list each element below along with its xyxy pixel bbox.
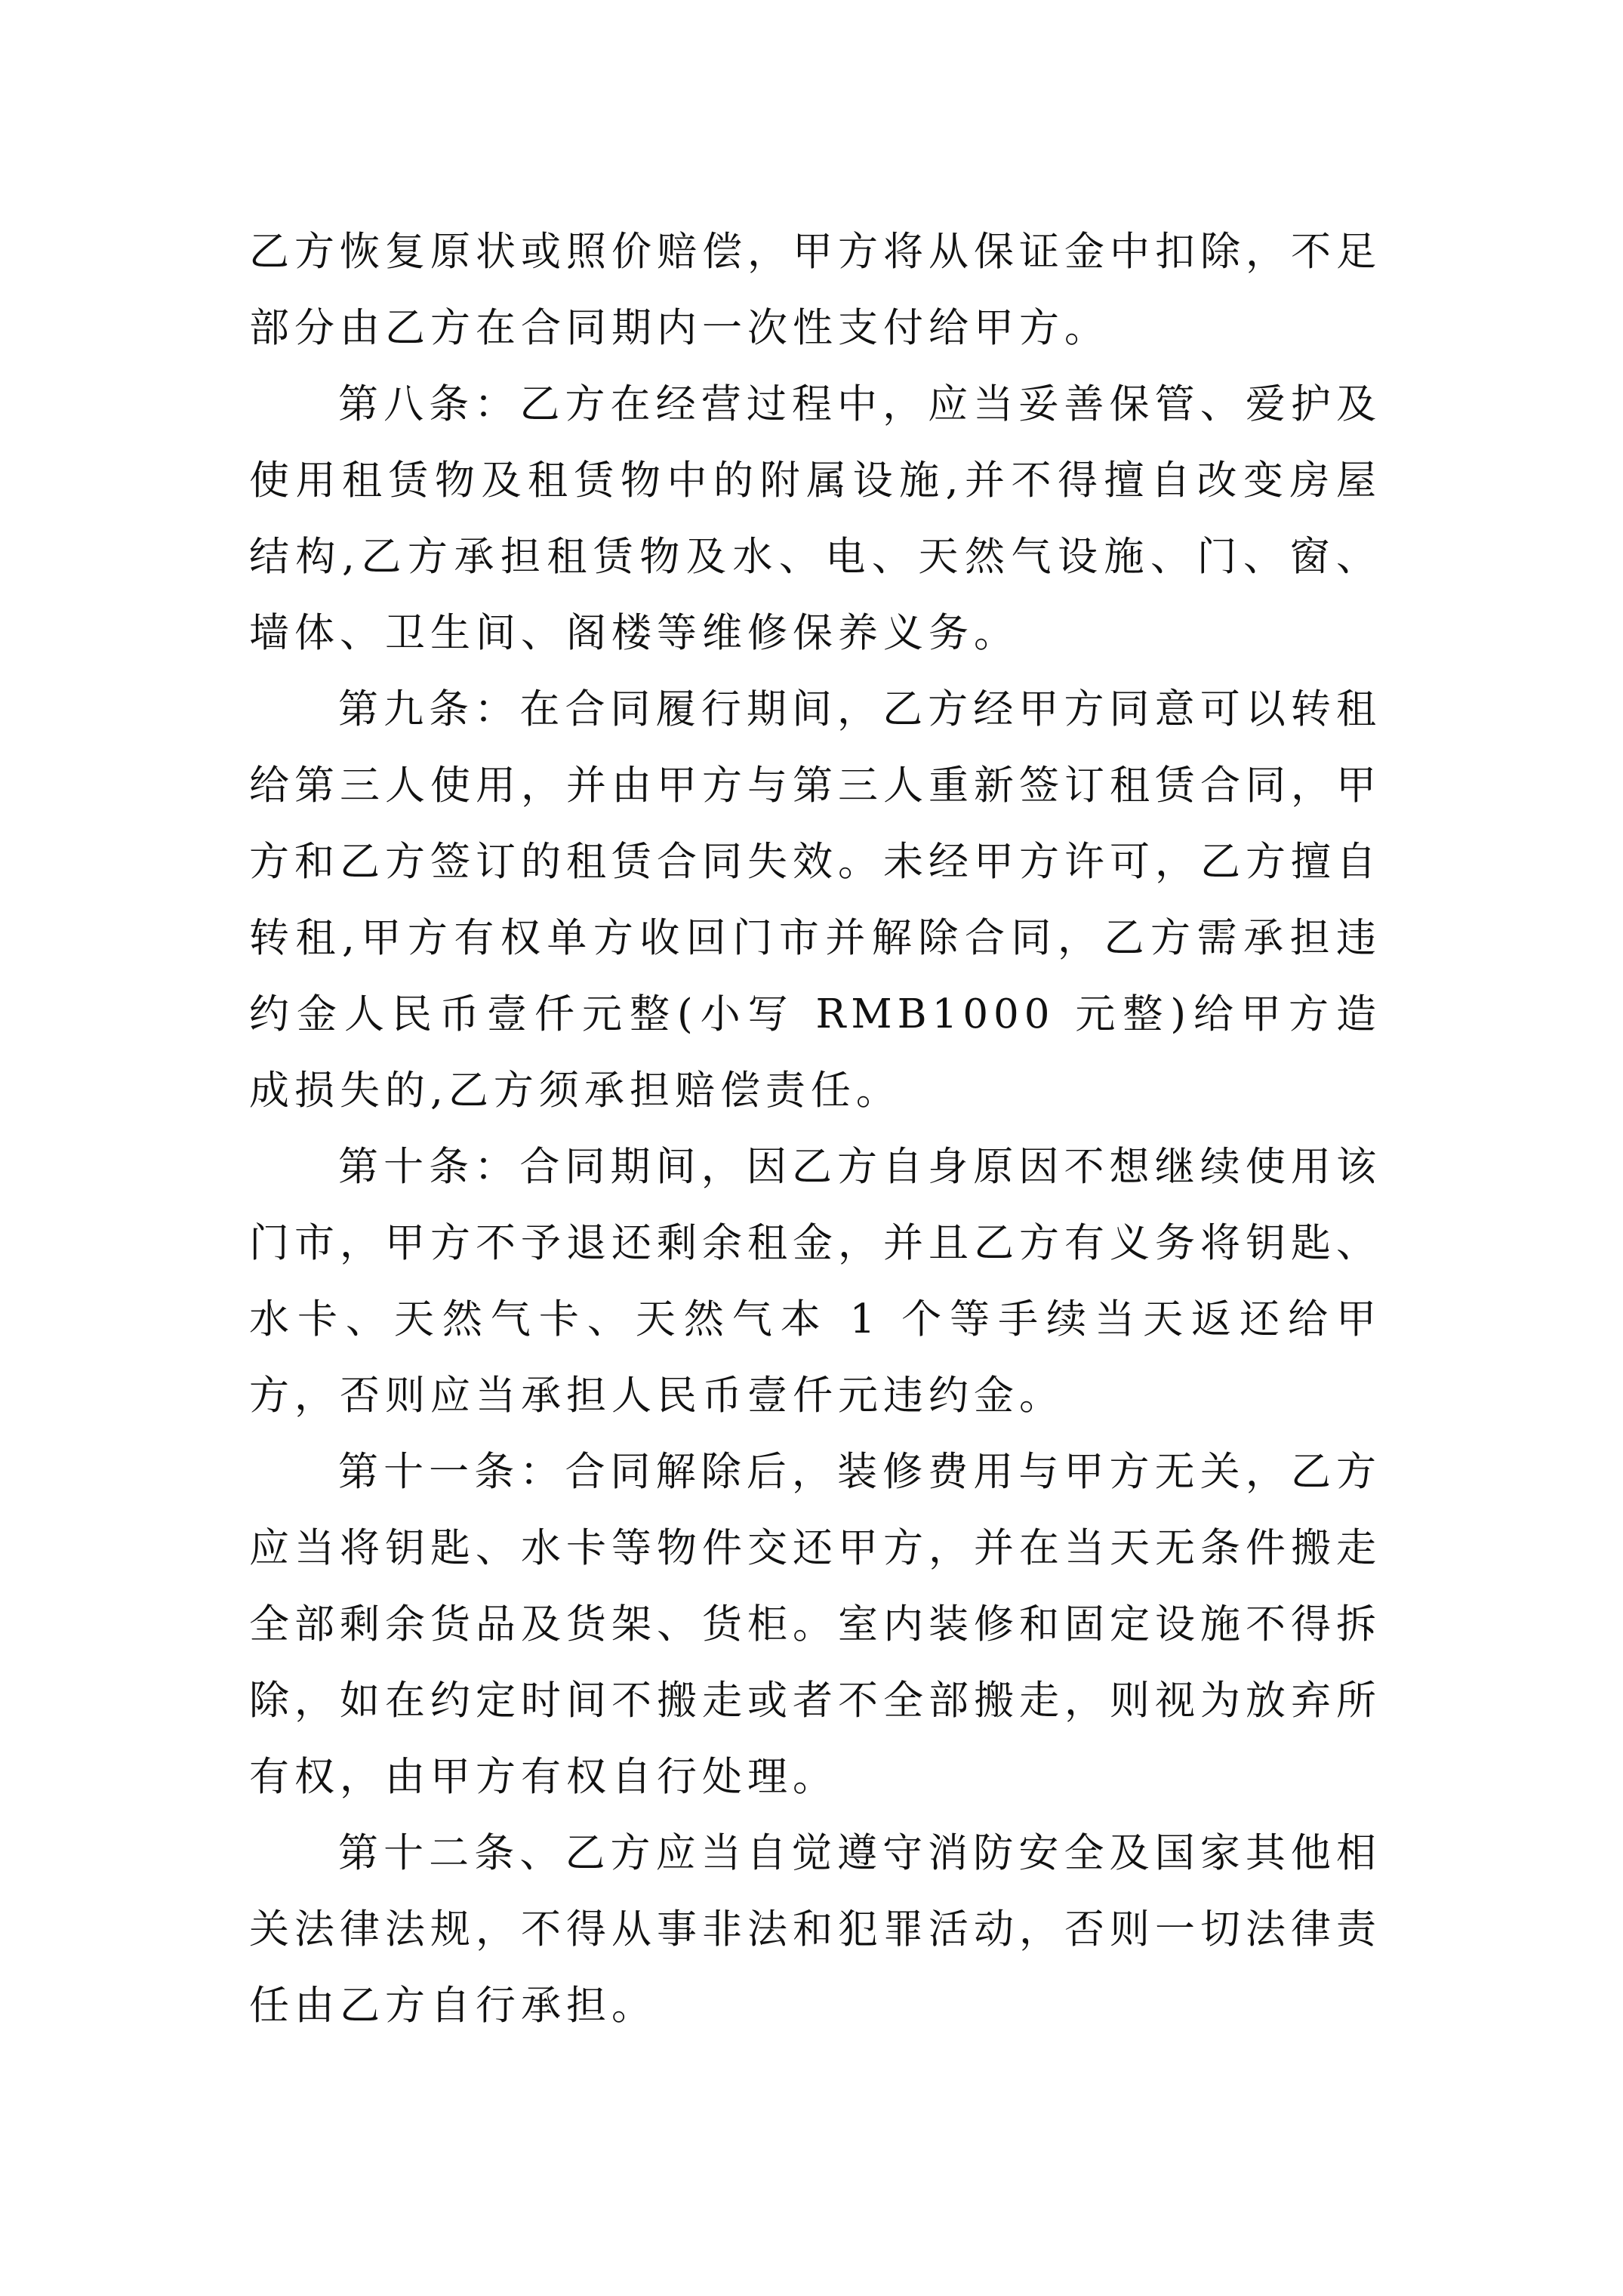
paragraph-article-9: 第九条：在合同履行期间，乙方经甲方同意可以转租给第三人使用，并由甲方与第三人重新签订租赁合同，甲方和乙方签订的租赁合同失效。未经甲方许可，乙方擅自转租,甲方有权单方收回门市并解除合同，乙方需承担违约金人民币壹仟元整(小写 RMB1000 元整)给甲方造成损失的,乙方须承担赔偿责任。 — [249, 686, 1381, 1114]
paragraph-article-10: 第十条：合同期间，因乙方自身原因不想继续使用该门市，甲方不予退还剩余租金，并且乙方有义务将钥匙、水卡、天然气卡、天然气本 1 个等手续当天返还给甲方，否则应当承担人民币壹仟元违约金。 — [249, 1144, 1381, 1419]
paragraph-article-12: 第十二条、乙方应当自觉遵守消防安全及国家其他相关法律法规，不得从事非法和犯罪活动，否则一切法律责任由乙方自行承担。 — [249, 1830, 1381, 2029]
paragraph-article-8: 第八条：乙方在经营过程中，应当妥善保管、爱护及使用租赁物及租赁物中的附属设施,并不得擅自改变房屋结构,乙方承担租赁物及水、电、天然气设施、门、窗、墙体、卫生间、阁楼等维修保养义务。 — [249, 381, 1381, 656]
paragraph-continuation: 乙方恢复原状或照价赔偿，甲方将从保证金中扣除，不足部分由乙方在合同期内一次性支付给甲方。 — [249, 229, 1381, 351]
document-body — [249, 214, 1381, 2044]
paragraph-article-11: 第十一条：合同解除后，装修费用与甲方无关，乙方应当将钥匙、水卡等物件交还甲方，并在当天无条件搬走全部剩余货品及货架、货柜。室内装修和固定设施不得拆除，如在约定时间不搬走或者不全部搬走，则视为放弃所有权，由甲方有权自行处理。 — [249, 1449, 1381, 1800]
